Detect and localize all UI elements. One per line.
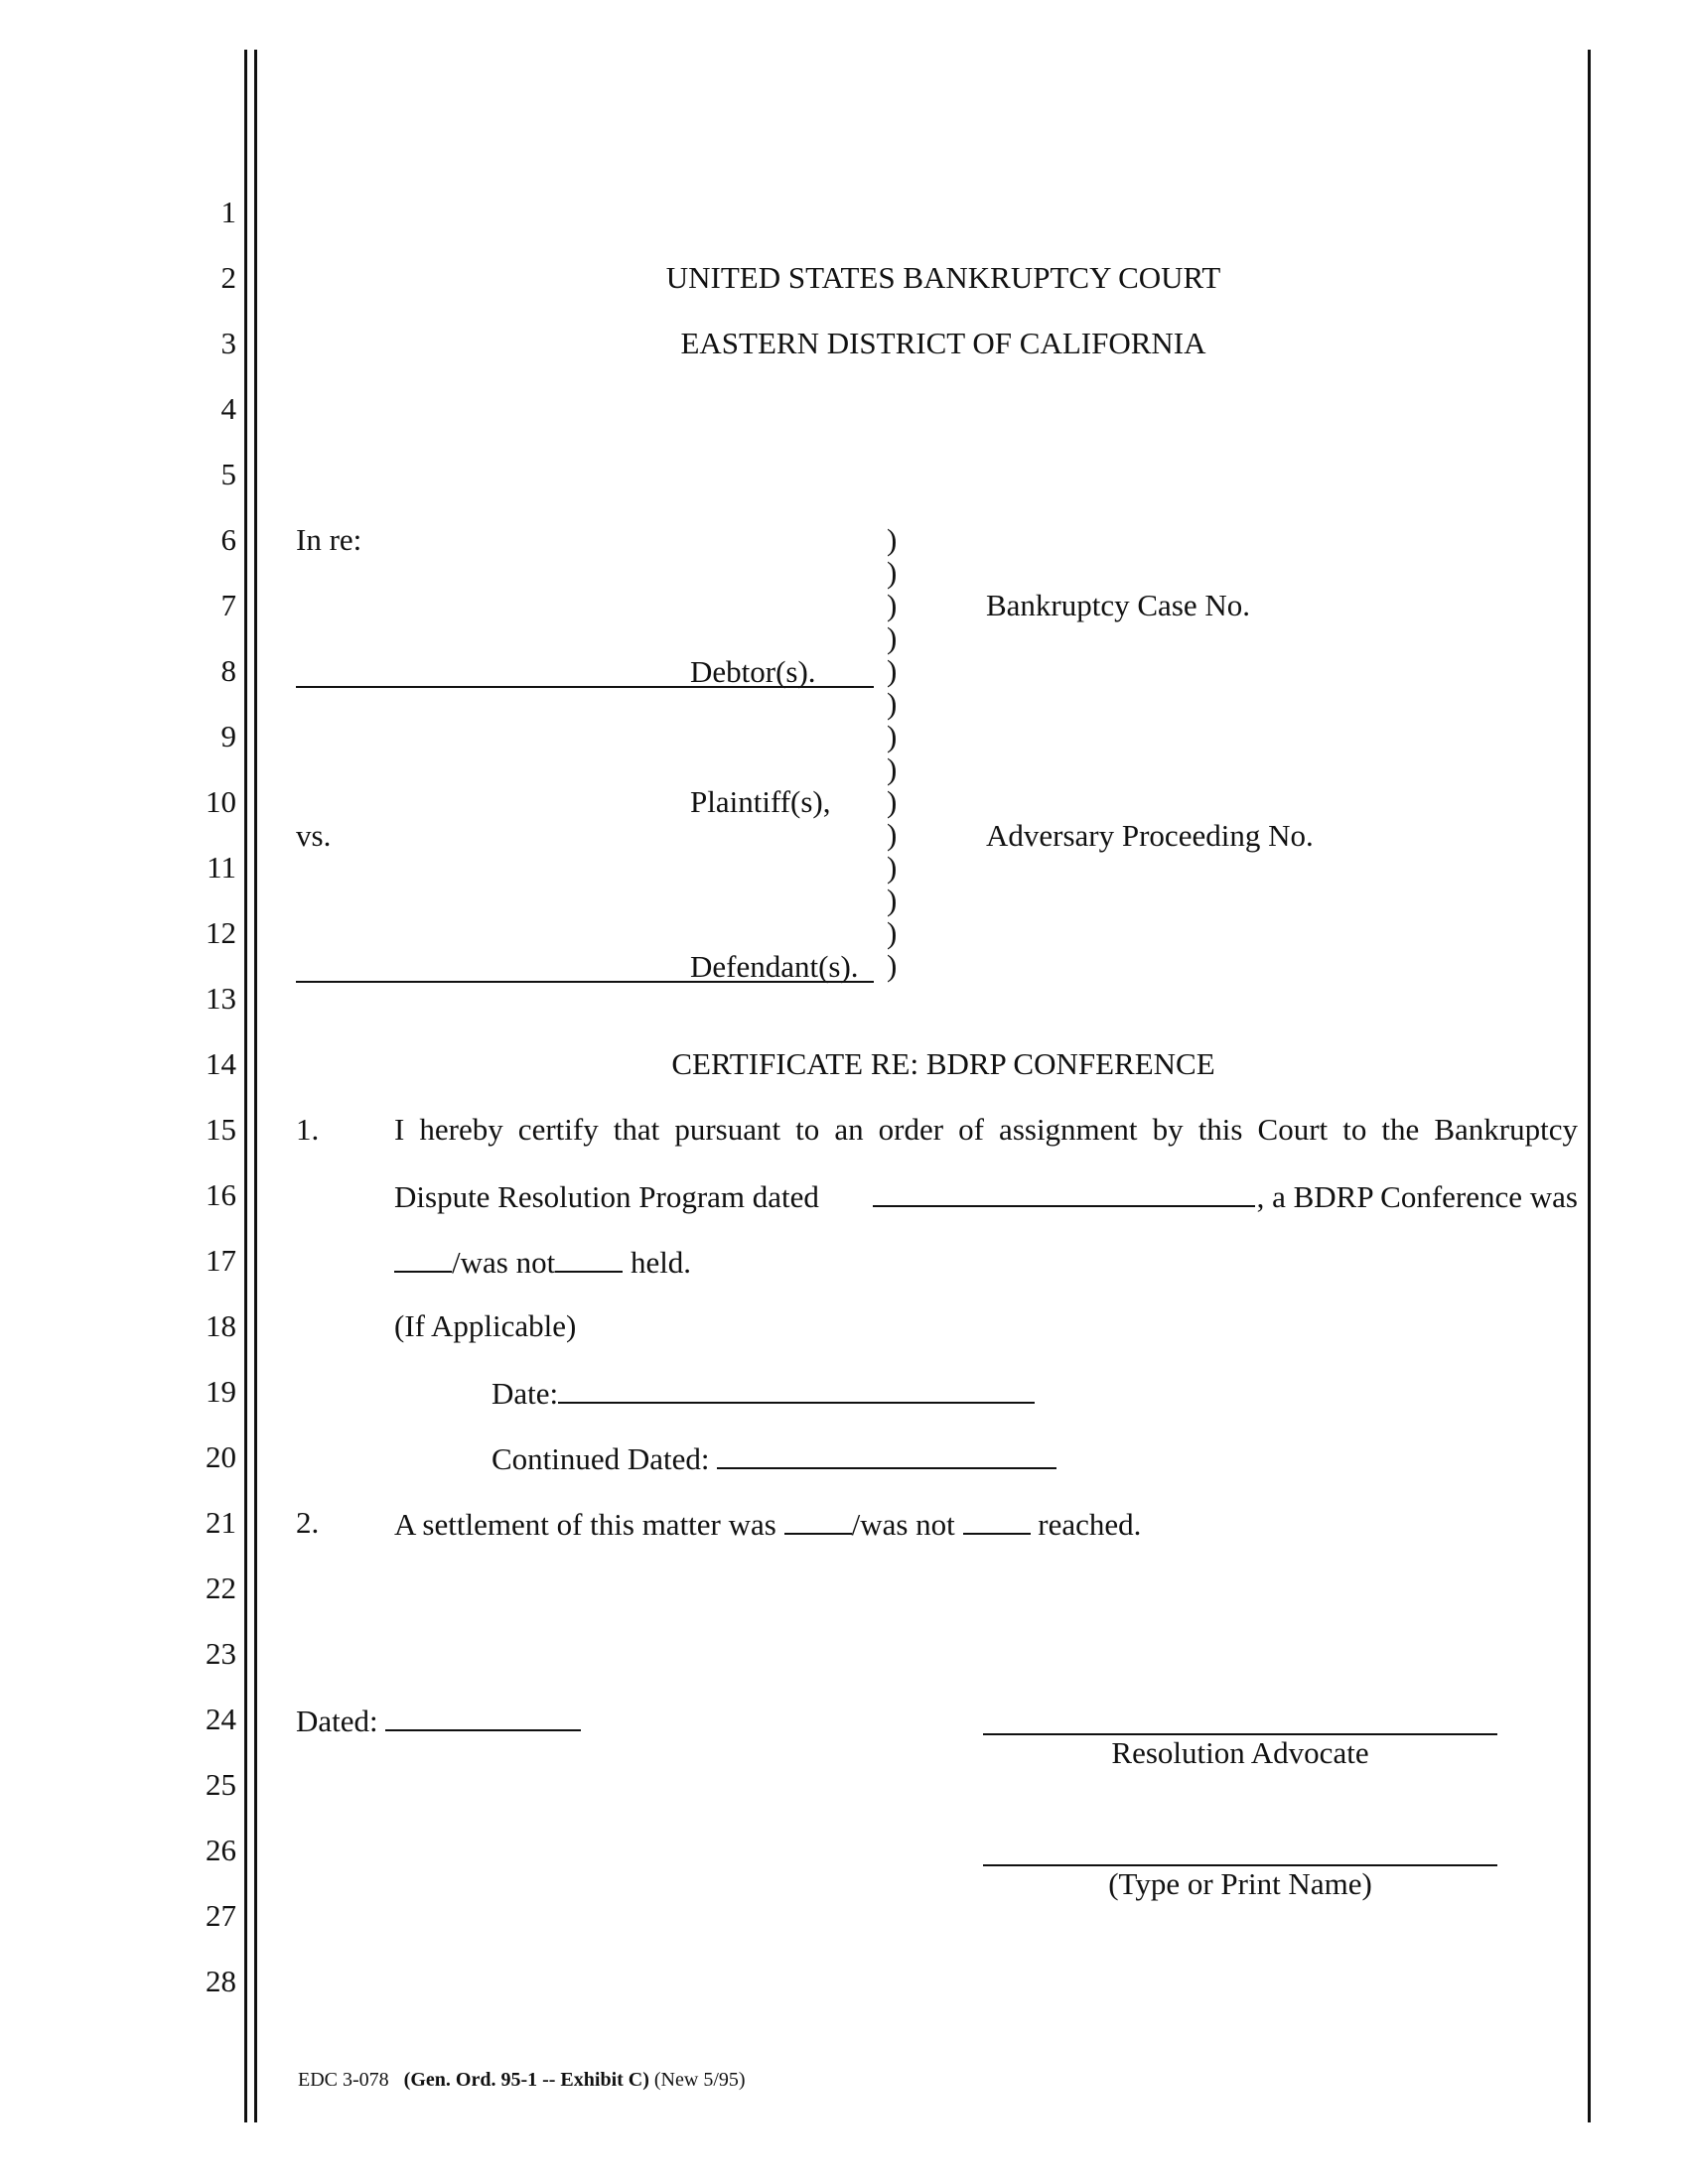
line-number: 12	[206, 915, 236, 950]
line-number: 7	[220, 588, 236, 622]
was-not-label: /was not	[452, 1245, 556, 1280]
line-number: 8	[220, 653, 236, 688]
type-or-print-name-label: (Type or Print Name)	[1108, 1866, 1372, 1901]
line-number: 20	[206, 1439, 236, 1474]
item-1-line-1-text: I hereby certify that pursuant to an order of assignment by this Court to the Bankruptcy	[394, 1112, 1578, 1147]
line-number: 13	[206, 981, 236, 1016]
settlement-label: A settlement of this matter was	[394, 1507, 776, 1542]
defendants-label: Defendant(s).	[690, 949, 859, 984]
caption-paren: )	[887, 883, 898, 917]
caption-paren: )	[887, 653, 898, 688]
form-number: EDC 3-078	[298, 2069, 389, 2091]
line-number: 28	[206, 1964, 236, 1998]
line-number: 6	[220, 522, 236, 557]
resolution-advocate-label: Resolution Advocate	[1111, 1735, 1369, 1770]
item-1-line-1	[394, 1114, 1578, 1145]
settlement-was-field[interactable]	[784, 1507, 852, 1535]
dated-row	[296, 1704, 581, 1736]
continued-dated-row	[492, 1441, 1056, 1474]
plaintiffs-label: Plaintiff(s),	[690, 784, 831, 819]
line-number: 14	[206, 1046, 236, 1081]
line-number: 16	[206, 1177, 236, 1212]
caption-paren: )	[887, 817, 898, 852]
adversary-proceeding-no-label: Adversary Proceeding No.	[986, 818, 1314, 853]
line-number: 22	[206, 1570, 236, 1605]
item-1-line-2	[394, 1179, 1578, 1212]
line-number: 18	[206, 1308, 236, 1343]
caption-paren: )	[887, 588, 898, 622]
caption-paren: )	[887, 751, 898, 786]
line-number: 26	[206, 1833, 236, 1867]
program-date-field[interactable]	[873, 1179, 1255, 1207]
line-number: 17	[206, 1243, 236, 1278]
caption-paren: )	[887, 948, 898, 983]
defendant-name-line[interactable]	[296, 981, 874, 983]
dated-field[interactable]	[385, 1704, 581, 1731]
form-revision: (New 5/95)	[653, 2069, 746, 2091]
caption-paren: )	[887, 850, 898, 885]
line-number: 4	[220, 391, 236, 426]
line-number: 1	[220, 195, 236, 229]
date-label: Date:	[492, 1376, 559, 1411]
line-number: 23	[206, 1636, 236, 1671]
item-2-number: 2.	[296, 1505, 320, 1540]
caption-paren: )	[887, 915, 898, 950]
form-footer	[298, 2070, 746, 2090]
bankruptcy-case-no-label: Bankruptcy Case No.	[986, 588, 1251, 622]
line-number: 10	[206, 784, 236, 819]
debtors-label: Debtor(s).	[690, 654, 816, 689]
line-number: 19	[206, 1374, 236, 1409]
dated-label: Dated:	[296, 1704, 378, 1738]
left-margin-rule-outer	[244, 50, 247, 2122]
line-number: 3	[220, 326, 236, 360]
line-number: 2	[220, 260, 236, 295]
settlement-was-not-label: /was not	[851, 1507, 955, 1542]
caption-paren: )	[887, 686, 898, 721]
court-district: EASTERN DISTRICT OF CALIFORNIA	[680, 326, 1206, 360]
line-number: 5	[220, 457, 236, 491]
date-row	[492, 1376, 1035, 1409]
continued-dated-label: Continued Dated:	[492, 1441, 710, 1476]
caption-paren: )	[887, 522, 898, 557]
in-re-label: In re:	[296, 522, 362, 557]
line-number: 9	[220, 719, 236, 753]
item-1-number: 1.	[296, 1112, 320, 1147]
program-dated-label: Dispute Resolution Program dated	[394, 1179, 819, 1214]
right-margin-rule	[1588, 50, 1591, 2122]
date-field[interactable]	[558, 1376, 1035, 1404]
held-label: held.	[630, 1245, 692, 1280]
line-number: 21	[206, 1505, 236, 1540]
line-number: 11	[207, 850, 236, 885]
caption-paren: )	[887, 620, 898, 655]
was-held-field[interactable]	[394, 1245, 452, 1273]
was-not-held-field[interactable]	[555, 1245, 623, 1273]
reached-label: reached.	[1038, 1507, 1142, 1542]
vs-label: vs.	[296, 818, 332, 853]
continued-date-field[interactable]	[717, 1441, 1056, 1469]
bdrp-conference-was-label: , a BDRP Conference was	[1256, 1179, 1578, 1214]
line-number: 24	[206, 1702, 236, 1736]
settlement-was-not-field[interactable]	[963, 1507, 1031, 1535]
line-number: 25	[206, 1767, 236, 1802]
item-1-line-3	[394, 1245, 691, 1278]
caption-paren: )	[887, 555, 898, 590]
caption-paren: )	[887, 719, 898, 753]
general-order-reference: (Gen. Ord. 95-1 -- Exhibit C)	[403, 2069, 649, 2091]
if-applicable-label: (If Applicable)	[394, 1308, 577, 1343]
item-2-text	[394, 1507, 1141, 1540]
line-number: 15	[206, 1112, 236, 1147]
left-margin-rule-inner	[254, 50, 257, 2122]
certificate-heading: CERTIFICATE RE: BDRP CONFERENCE	[671, 1046, 1215, 1081]
line-number: 27	[206, 1898, 236, 1933]
caption-paren: )	[887, 784, 898, 819]
debtor-name-line[interactable]	[296, 686, 874, 688]
court-title: UNITED STATES BANKRUPTCY COURT	[665, 260, 1221, 295]
